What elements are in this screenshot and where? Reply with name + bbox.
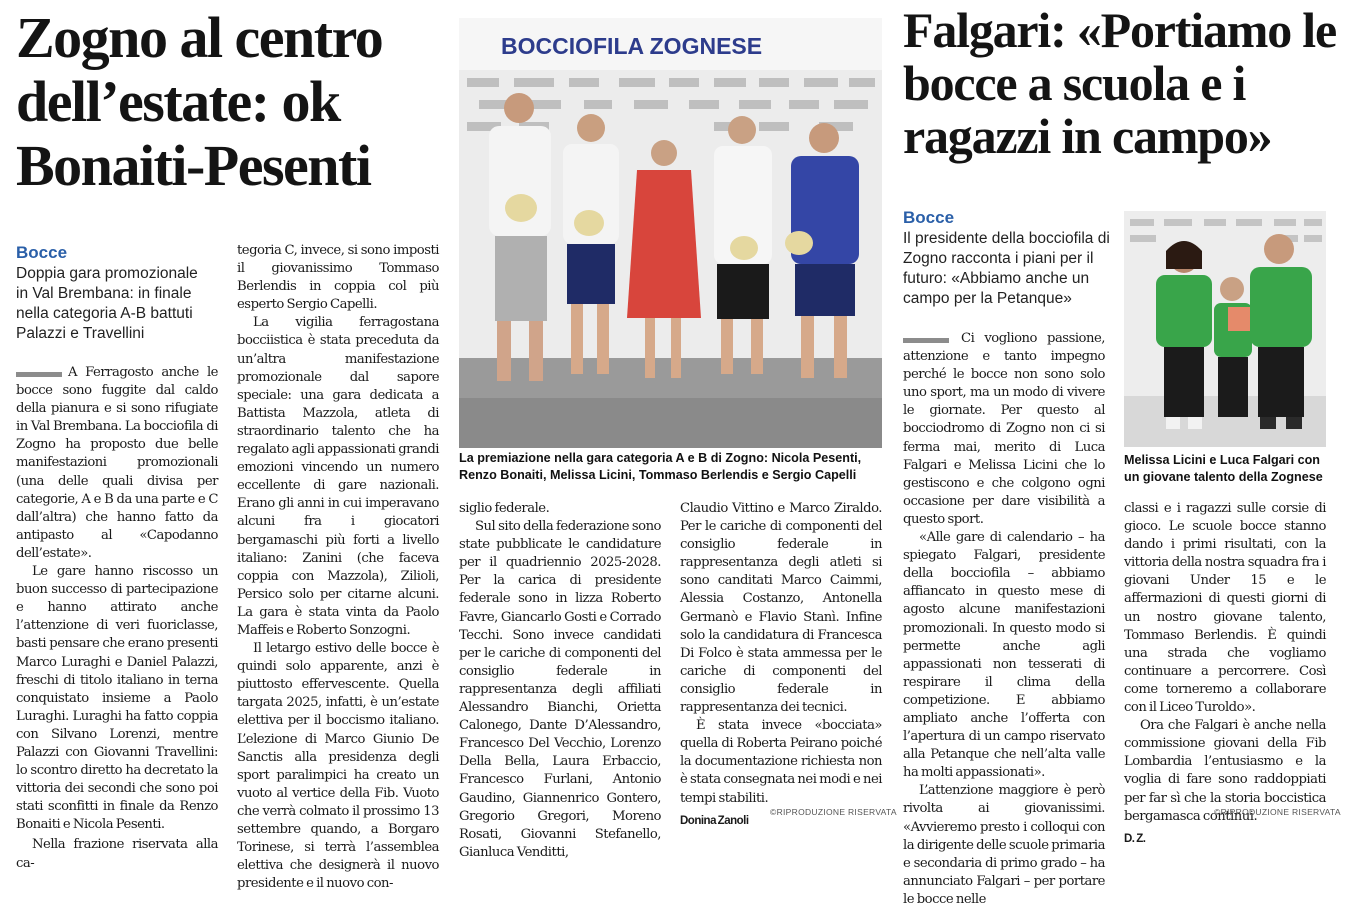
article1-column-1 [16, 364, 218, 873]
article1-subhead: Doppia gara promozionale in Val Brembana: in finale nella categoria A-B battuti Palazzi e Travellini [16, 265, 198, 342]
falgari-licini-illustration [1124, 211, 1326, 447]
paragraph: classi e i ragazzi sulle corsie di gioco. Le scuole bocce stanno dando i primi risultati, con la vittoria della nostra squadra fra i giovani Under 15 e le affermazioni di questi giorni di un nostro giovane talento, Tommaso Berlendis. È quindi una strada che vogliamo continuare a percorrere. Così come torneremo a collaborare con il Liceo Turoldo». [1124, 501, 1326, 716]
article2-photo-caption: Melissa Licini e Luca Falgari con un giovane talento della Zognese [1124, 453, 1323, 484]
paragraph: Claudio Vittino e Marco Ziraldo. Per le cariche di componenti del consiglio federale in rappresentanza degli atleti si sono canditati Marco Caimmi, Alessia Costanzo, Antonella Germanò e Flavio Stanì. Infine solo la candidatura di Francesca Di Folco è stata ammessa per le cariche di componenti del consiglio federale in rappresentanza dei tecnici. [680, 501, 882, 716]
article2-column-2 [1124, 500, 1326, 848]
article2-column-1 [903, 330, 1105, 909]
article2-signature: D. Z. [1124, 832, 1146, 845]
paragraph: Ora che Falgari è anche nella commissione giovani della Fib Lombardia l’entusiasmo e la voglia di fare sono raddoppiati per far sì che la storia boccistica bergamasca continui. [1124, 718, 1326, 824]
article1-column-4 [680, 500, 882, 830]
article2-headline: Falgari: «Portiamo le bocce a scuola e i ragazzi in campo» [903, 2, 1336, 164]
article1-kicker: Bocce [16, 243, 68, 262]
article1-column-3 [459, 500, 661, 862]
paragraph: tegoria C, invece, si sono imposti il giovanissimo Tommaso Berlendis in coppia col più esperto Sergio Capelli. [237, 243, 439, 313]
award-ceremony-illustration [459, 18, 882, 448]
paragraph: La vigilia ferragostana bocciistica è stata preceduta da un’altra manifestazione promozionale dal sapore speciale: una gara dedicata a Battista Mazzola, atleta di straordinario talento che ha regalato agli appassionati grandi emozioni vincendo un numero eccellente di gare nazionali. Erano gli anni in cui imperavano alcuni fra i giocatori bergamaschi più forti a livello italiano: Zanini (che faceva coppia con Mazzola), Zilioli, Persico solo per citarne alcuni. La gara è stata vinta da Paolo Maffeis e Roberto Sonzogni. [237, 315, 439, 638]
paragraph: È stata invece «bocciata» quella di Roberta Peirano poiché la documentazione richiesta non è stata consegnata nei modi e nei tempi stabiliti. [680, 718, 882, 806]
article1-headline: Zogno al centro dell’estate: ok Bonaiti-Pesenti [16, 5, 383, 198]
paragraph: Le gare hanno riscosso un buon successo di partecipazione e hanno attirato anche l’attenzione di veri fuoriclasse, basti pensare che erano presenti Marco Luraghi e Daniel Palazzi, freschi di titolo italiano in terna conquistato insieme a Paolo Luraghi. Luraghi ha fatto coppia con Silvano Lorenzi, mentre Palazzi con Giovanni Travellini: lo scontro diretto ha decretato la vittoria dei secondi che sono poi stati sconfitti in finale da Renzo Bonaiti e Nicola Pesenti. [16, 564, 218, 833]
award-ceremony-photo [459, 18, 882, 448]
article1-signature: Donina Zanoli [680, 814, 749, 827]
paragraph: Ci vogliono passione, attenzione e tanto impegno perché le bocce non sono solo uno sport, ma un modo di vivere le giornate. Per questo al bocciodromo di Zogno non ci si ferma mai, merito di Luca Falgari e Melissa Licini che lo gestiscono e che colgono ogni occasione per dare visibilità a questo sport. [903, 331, 1105, 527]
paragraph: siglio federale. [459, 501, 550, 516]
article1-copyright: ©RIPRODUZIONE RISERVATA [770, 807, 897, 817]
paragraph: A Ferragosto anche le bocce sono fuggite dal caldo della pianura e si sono rifugiate in Val Brembana. La bocciofila di Zogno ha proposto due belle manifestazioni promozionali (una delle quali divisa per categorie, A e B da una parte e C dall’altra) che hanno fatto da antipasto al «Capodanno dell’estate». [16, 365, 218, 561]
paragraph: Nella frazione riservata alla ca- [16, 837, 218, 871]
paragraph: Il letargo estivo delle bocce è quindi solo apparente, anzi è piuttosto effervescente. Quella targata 2025, infatti, è un’estate elettiva per il boccismo italiano. L’elezione di Marco Giunio De Sanctis alla presidenza degli sport paralimpici ha creato un vuoto al vertice della Fib. Vuoto che verrà colmato il prossimo 13 settembre quando, a Borgaro Torinese, si terrà l’assemblea elettiva che designerà il nuovo presidente e il nuovo con- [237, 641, 439, 892]
article2-copyright: ©RIPRODUZIONE RISERVATA [1214, 807, 1341, 817]
article2-subhead: Il presidente della bocciofila di Zogno racconta i piani per il futuro: «Abbiamo anche un campo per la Petanque» [903, 230, 1110, 307]
article1-photo-caption: La premiazione nella gara categoria A e B di Zogno: Nicola Pesenti, Renzo Bonaiti, Melissa Licini, Tommaso Berlendis e Sergio Capelli [459, 451, 862, 482]
paragraph: «Alle gare di calendario – ha spiegato Falgari, presidente della bocciofila – abbiamo affiancato in questo mese di agosto alcune manifestazioni promozionali. In questo modo si permette anche agli appassionati non tesserati di respirare il clima della competizione. E abbiamo ampliato anche l’offerta con l’apertura di un campo riservato alla Petanque che nell’alta valle ha molti appassionati». [903, 530, 1105, 781]
paragraph: L’attenzione maggiore è però rivolta ai giovanissimi. «Avvieremo presto i colloqui con la dirigente delle scuole primaria e secondaria di primo grado – ha annunciato Falgari – per portare le bocce nelle [903, 783, 1105, 907]
paragraph: Sul sito della federazione sono state pubblicate le candidature per il quadriennio 2025-2028. Per la carica di presidente federale sono in lizza Roberto Favre, Giancarlo Gosti e Corrado Tecchi. Sono invece candidati per le cariche di componenti del consiglio federale in rappresentanza degli affiliati Alessandro Bianchi, Orietta Calonego, Dante D’Alessandro, Francesco Del Vecchio, Lorenzo Della Bella, Laura Erbaccio, Francesco Furlani, Antonio Gaudino, Giannenrico Gontero, Gregorio Gregori, Moreno Rosati, Giovanni Stefanello, Gianluca Venditti, [459, 519, 661, 860]
banner-text: BOCCIOFILA ZOGNESE [501, 33, 763, 59]
article2-kicker: Bocce [903, 208, 955, 227]
falgari-licini-photo [1124, 211, 1326, 447]
article1-column-2 [237, 242, 439, 893]
